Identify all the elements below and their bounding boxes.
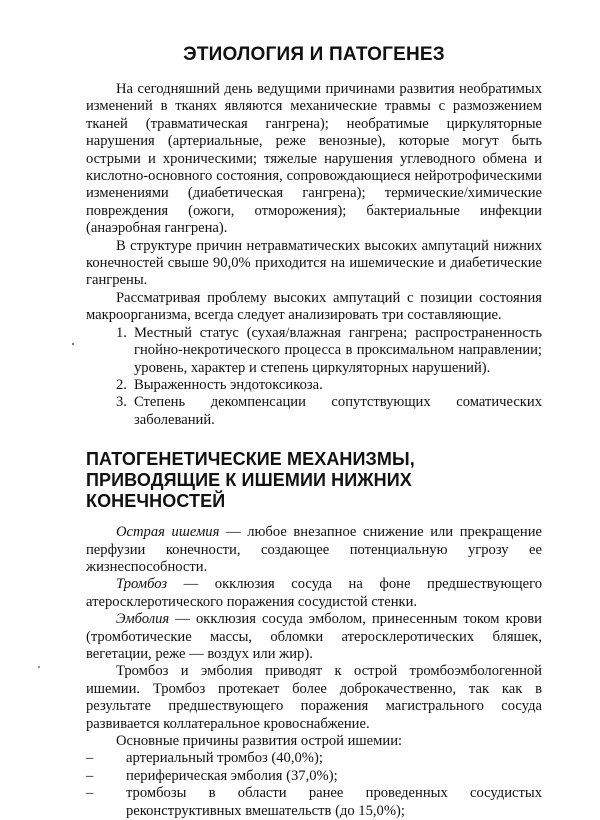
list-item-text: артериальный тромбоз (40,0%); [126,750,323,767]
dash-marker: – [86,767,94,784]
list-item [86,768,542,785]
definition-thrombosis [86,576,542,611]
list-number: 2. [116,376,127,393]
definition-text: — окклюзия сосуда на фоне предшествующего атеросклеротического поражения сосудистой стенки. [86,576,542,610]
list-item-text: периферическая эмболия (37,0%); [126,767,338,784]
causes-list [86,750,542,820]
definition-term: Острая ишемия [116,524,220,541]
definition-text: — окклюзия сосуда эмболом, принесенным током крови (тромботические массы, обломки атеросклеротических бляшек, вегетации, реже — воздух или жир). [86,611,542,662]
list-item [116,394,542,429]
paragraph-amputation-structure: В структуре причин нетравматических высоких ампутаций нижних конечностей свыше 90,0% приходится на ишемические и диабетические гангрены. [86,237,542,289]
definition-embolism [86,611,542,663]
definition-acute-ischemia [86,524,542,576]
scan-speck [38,666,40,668]
scan-speck [72,343,74,345]
definition-term: Эмболия [116,611,170,628]
section-title-line: ПАТОГЕНЕТИЧЕСКИЕ МЕХАНИЗМЫ, [86,449,415,470]
causes-intro: Основные причины развития острой ишемии: [116,733,403,749]
list-number: 3. [116,394,127,411]
list-item-text: тромбозы в области ранее проведенных сосудистых реконструктивных вмешательств (до 15,0%); [126,785,542,819]
definition-text: — любое внезапное снижение или прекращение перфузии конечности, создающее потенциальную угрозу ее жизнеспособности. [86,524,542,575]
components-list [86,325,542,429]
paragraph-thrombosis-embolism: Тромбоз и эмболия приводят к острой тромбоэмбологенной ишемии. Тромбоз протекает более доброкачественно, так как в результате предшествующего поражения магистрального сосуда развивается коллатеральное кровоснабжение. [86,663,542,732]
list-item [116,325,542,377]
list-item [116,377,542,394]
section-title-line: ПРИВОДЯЩИЕ К ИШЕМИИ НИЖНИХ КОНЕЧНОСТЕЙ [86,470,412,512]
list-item [86,785,542,820]
list-item-text: Местный статус (сухая/влажная гангрена; распространенность гнойно-некротического процесса в проксимальном направлении; уровень, характер и степень циркуляторных нарушений). [134,324,542,376]
paragraph-causes: На сегодняшний день ведущими причинами развития необратимых изменений в тканях являются механические травмы с размозжением тканей (травматическая гангрена); необратимые циркуляторные нарушения (артериальные, реже венозные), которые могут быть острыми и хроническими; тяжелые нарушения углеводного обмена и кислотно-основного состояния, сопровождающиеся нейротрофическими изменениями (диабетическая гангрена); термические/химические повреждения (ожоги, отморожения); бактериальные инфекции (анаэробная гангрена). [86,81,542,237]
section-title-etiology: ЭТИОЛОГИЯ И ПАТОГЕНЕЗ [183,44,445,65]
definition-term: Тромбоз [116,576,168,593]
list-item [86,750,542,767]
list-number: 1. [116,324,127,341]
dash-marker: – [86,750,94,767]
paragraph-macroorganism: Рассматривая проблему высоких ампутаций с позиции состояния макроорганизма, всегда следует анализировать три составляющие. [86,289,542,324]
section-title-pathogenesis [86,449,542,512]
dash-marker: – [86,785,94,802]
list-item-text: Выраженность эндотоксикоза. [134,376,323,393]
list-item-text: Степень декомпенсации сопутствующих соматических заболеваний. [134,394,542,428]
